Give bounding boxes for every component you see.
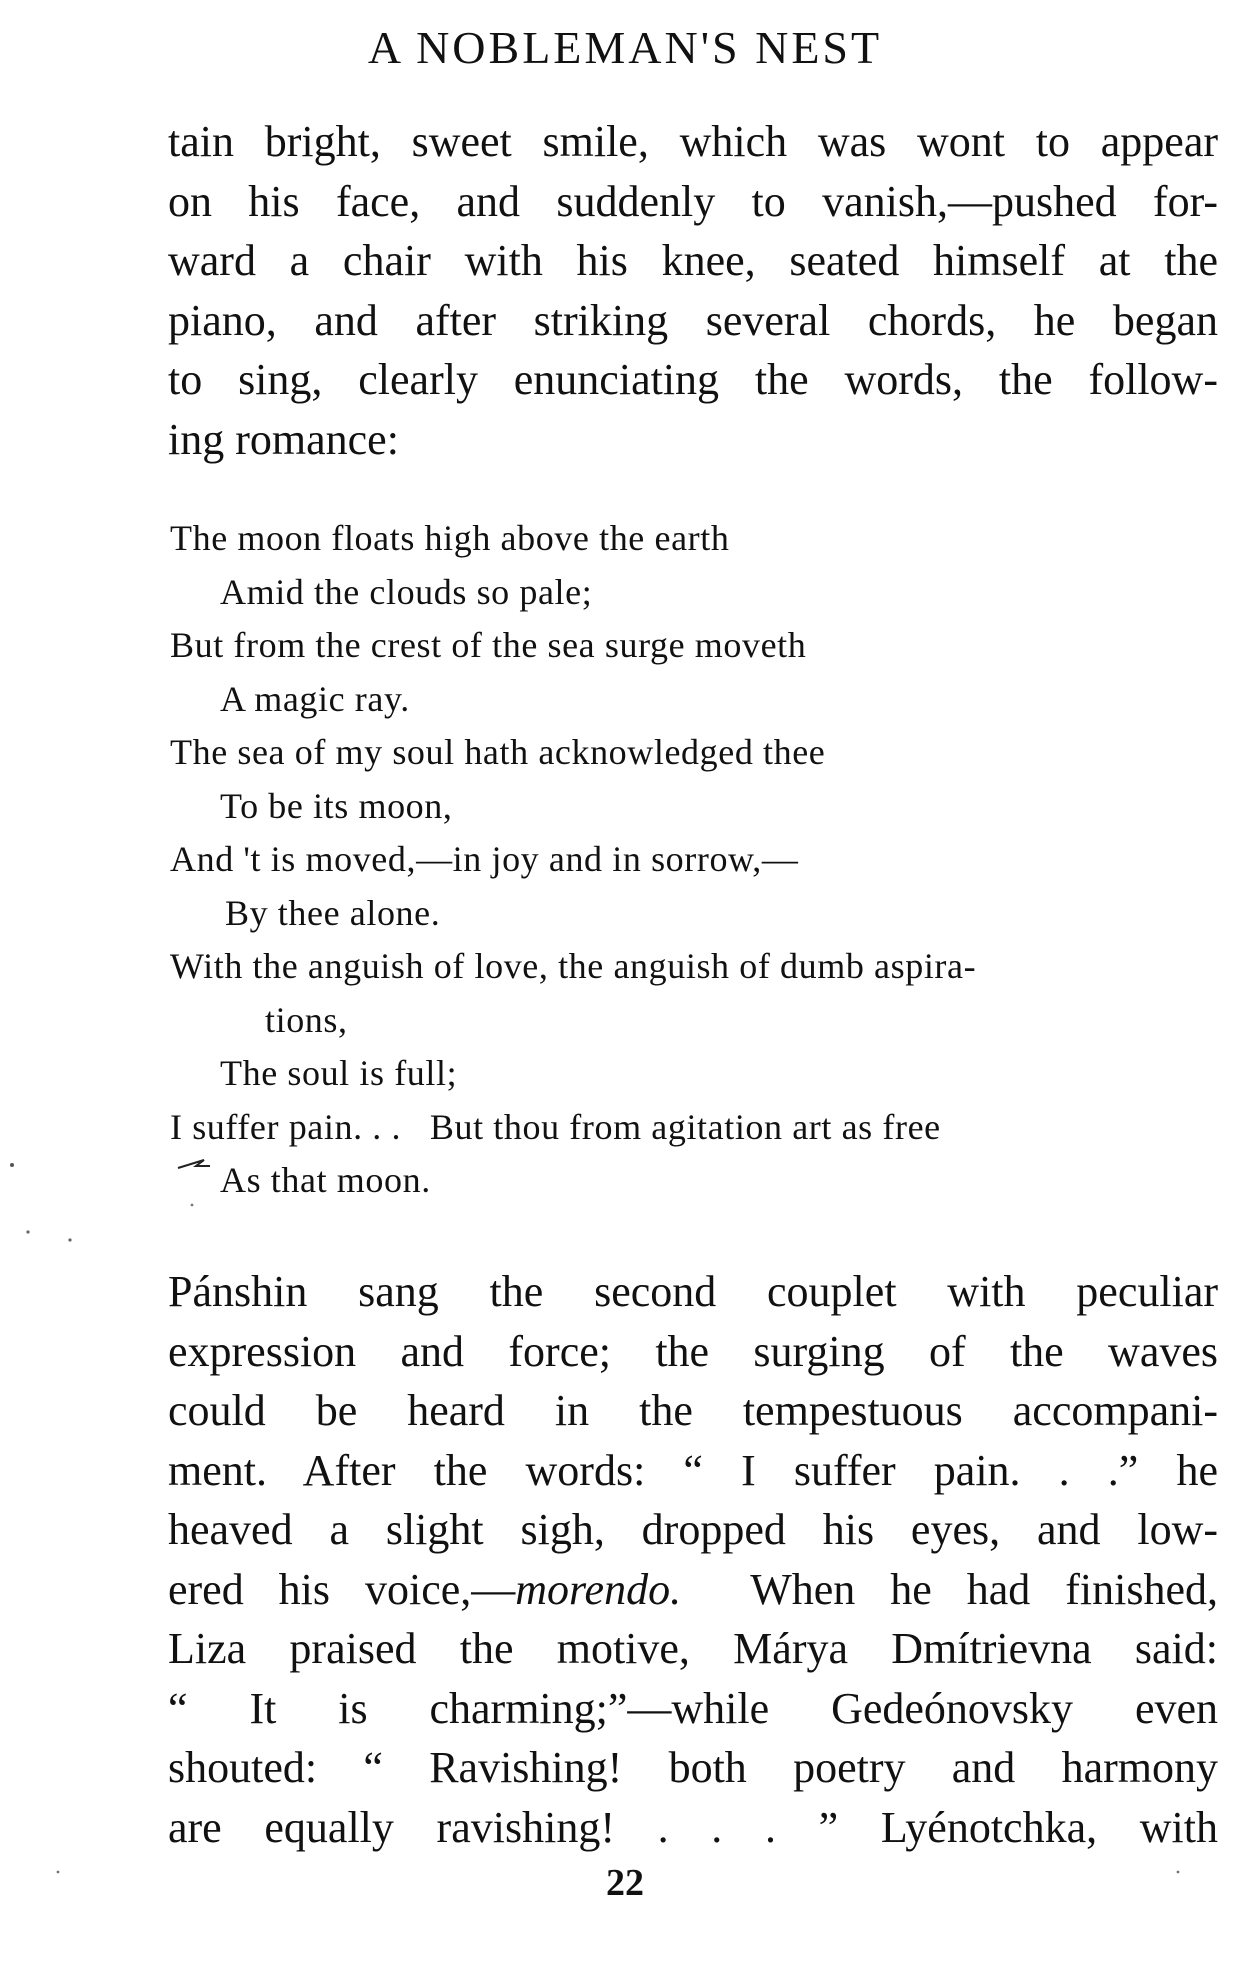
text-segment: ered his voice,— bbox=[168, 1564, 516, 1614]
verse-line: With the anguish of love, the anguish of dumb aspira- bbox=[170, 946, 977, 986]
verse-line: As that moon. bbox=[220, 1160, 431, 1200]
text-line: on his face, and suddenly to vanish,—pushed for- bbox=[168, 176, 1218, 226]
text-line: are equally ravishing! . . . ” Lyénotchka, with bbox=[168, 1802, 1218, 1852]
opening-paragraph bbox=[168, 112, 1218, 469]
verse-line: tions, bbox=[265, 999, 348, 1040]
page-number: 22 bbox=[606, 1862, 644, 1904]
text-line: expression and force; the surging of the waves bbox=[168, 1326, 1218, 1376]
text-line: shouted: “ Ravishing! both poetry and harmony bbox=[168, 1743, 1218, 1792]
text-line: ment. After the words: “ I suffer pain. . .” he bbox=[168, 1445, 1218, 1495]
verse-line: But from the crest of the sea surge moveth bbox=[170, 625, 807, 665]
text-line: tain bright, sweet smile, which was wont to appear bbox=[168, 117, 1218, 166]
verse-line: The moon floats high above the earth bbox=[170, 518, 730, 558]
verse-line: A magic ray. bbox=[220, 678, 410, 719]
verse-line: The sea of my soul hath acknowledged thee bbox=[170, 732, 826, 772]
running-head: A NOBLEMAN'S NEST bbox=[367, 22, 883, 73]
text-line: piano, and after striking several chords, he began bbox=[168, 295, 1218, 345]
text-line: could be heard in the tempestuous accompani- bbox=[168, 1386, 1218, 1435]
verse-line: Amid the clouds so pale; bbox=[220, 571, 593, 612]
song-verse bbox=[170, 512, 1220, 1208]
closing-paragraph bbox=[168, 1262, 1218, 1857]
text-line: to sing, clearly enunciating the words, the follow- bbox=[168, 355, 1218, 404]
verse-line: And 't is moved,—in joy and in sorrow,— bbox=[170, 839, 799, 879]
verse-line: I suffer pain. . . But thou from agitation art as free bbox=[170, 1106, 941, 1147]
text-line: heaved a slight sigh, dropped his eyes, and low- bbox=[168, 1505, 1218, 1554]
text-line: ing romance: bbox=[168, 414, 399, 464]
text-line: “ It is charming;”—while Gedeónovsky even bbox=[168, 1683, 1218, 1733]
text-line: ward a chair with his knee, seated himself at the bbox=[168, 236, 1218, 285]
text-line bbox=[168, 1560, 1218, 1620]
italic-term: morendo. bbox=[515, 1564, 682, 1614]
verse-line: To be its moon, bbox=[220, 785, 453, 826]
verse-line: The soul is full; bbox=[220, 1053, 458, 1093]
text-segment: When he had finished, bbox=[681, 1564, 1218, 1614]
text-line: Pánshin sang the second couplet with peculiar bbox=[168, 1267, 1218, 1316]
verse-line: By thee alone. bbox=[225, 892, 441, 933]
text-line: Liza praised the motive, Márya Dmítrievna said: bbox=[168, 1624, 1218, 1673]
